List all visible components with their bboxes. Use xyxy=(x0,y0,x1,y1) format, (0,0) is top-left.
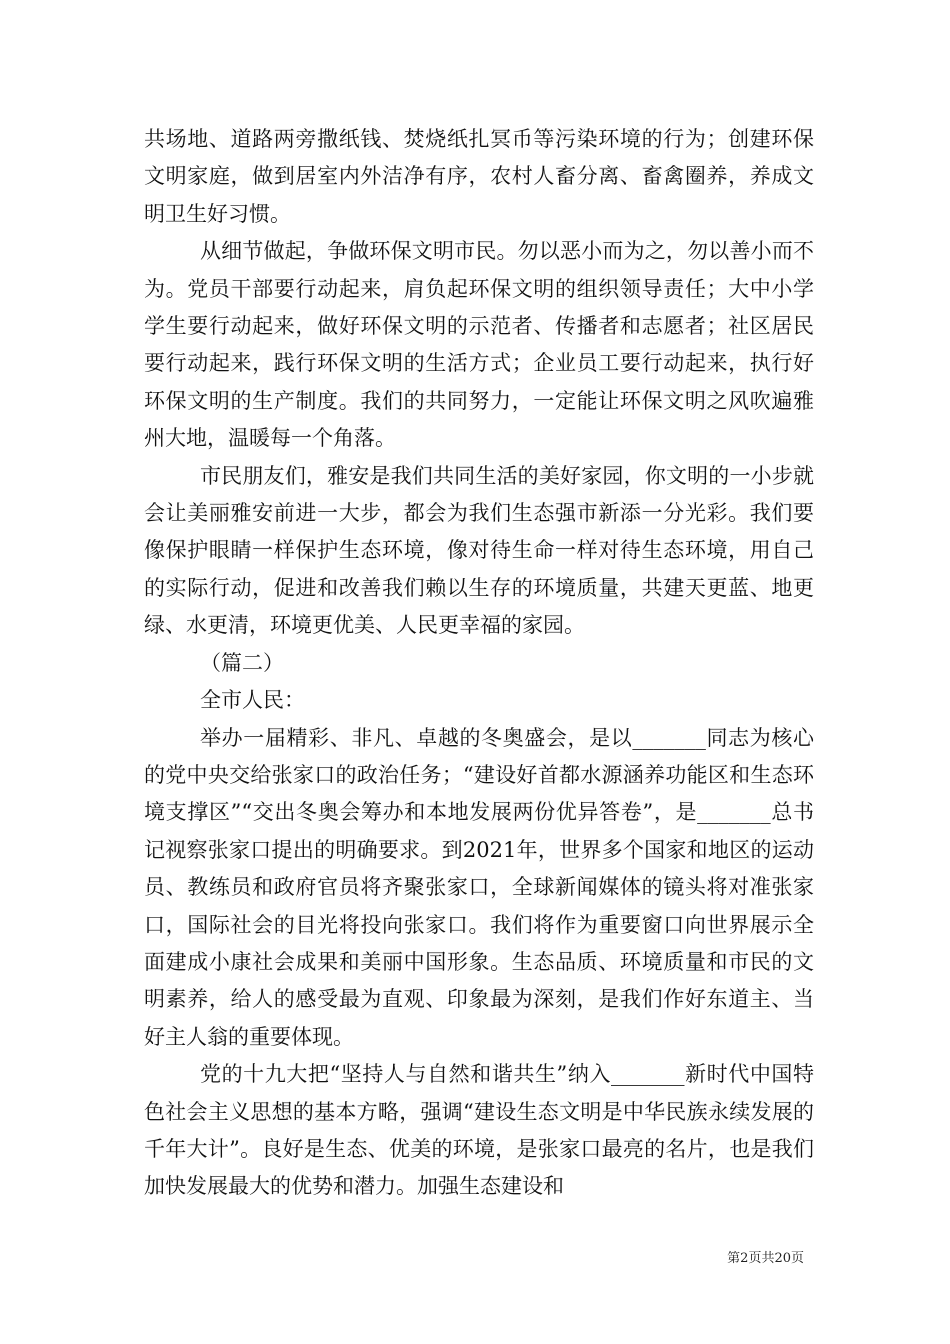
paragraph-ecological-civilization: 党的十九大把“坚持人与自然和谐共生”纳入_______新时代中国特色社会主义思想的基本方略，强调“建设生态文明是中华民族永续发展的千年大计”。良好是生态、优美的环境，是张家口最亮的名片，也是我们加快发展最大的优势和潜力。加强生态建设和 xyxy=(144,1062,814,1199)
paragraph-civic-details: 从细节做起，争做环保文明市民。勿以恶小而为之，勿以善小而不为。党员干部要行动起来，肩负起环保文明的组织领导责任；大中小学学生要行动起来，做好环保文明的示范者、传播者和志愿者；社区居民要行动起来，践行环保文明的生活方式；企业员工要行动起来，执行好环保文明的生产制度。我们的共同努力，一定能让环保文明之风吹遍雅州大地，温暖每一个角落。 xyxy=(144,239,814,451)
paragraph-winter-olympics: 举办一届精彩、非凡、卓越的冬奥盛会，是以_______同志为核心的党中央交给张家口的政治任务；“建设好首都水源涵养功能区和生态环境支撑区”“交出冬奥会筹办和本地发展两份优异答卷”，是_______总书记视察张家口提出的明确要求。到2021年，世界多个国家和地区的运动员、教练员和政府官员将齐聚张家口，全球新闻媒体的镜头将对准张家口，国际社会的目光将投向张家口。我们将作为重要窗口向世界展示全面建成小康社会成果和美丽中国形象。生态品质、环境质量和市民的文明素养，给人的感受最为直观、印象最为深刻，是我们作好东道主、当好主人翁的重要体现。 xyxy=(144,725,814,1049)
section-heading: （篇二） xyxy=(200,650,284,675)
paragraph-salutation: 全市人民： xyxy=(200,688,305,713)
document-body xyxy=(144,121,814,1206)
paragraph-continuation: 共场地、道路两旁撒纸钱、焚烧纸扎冥币等污染环境的行为；创建环保文明家庭，做到居室内外洁净有序，农村人畜分离、畜禽圈养，养成文明卫生好习惯。 xyxy=(144,127,814,226)
paragraph-citizens-appeal: 市民朋友们，雅安是我们共同生活的美好家园，你文明的一小步就会让美丽雅安前进一大步，都会为我们生态强市新添一分光彩。我们要像保护眼睛一样保护生态环境，像对待生命一样对待生态环境，用自己的实际行动，促进和改善我们赖以生存的环境质量，共建天更蓝、地更绿、水更清，环境更优美、人民更幸福的家园。 xyxy=(144,463,814,638)
page-number: 第2页共20页 xyxy=(727,1251,804,1266)
